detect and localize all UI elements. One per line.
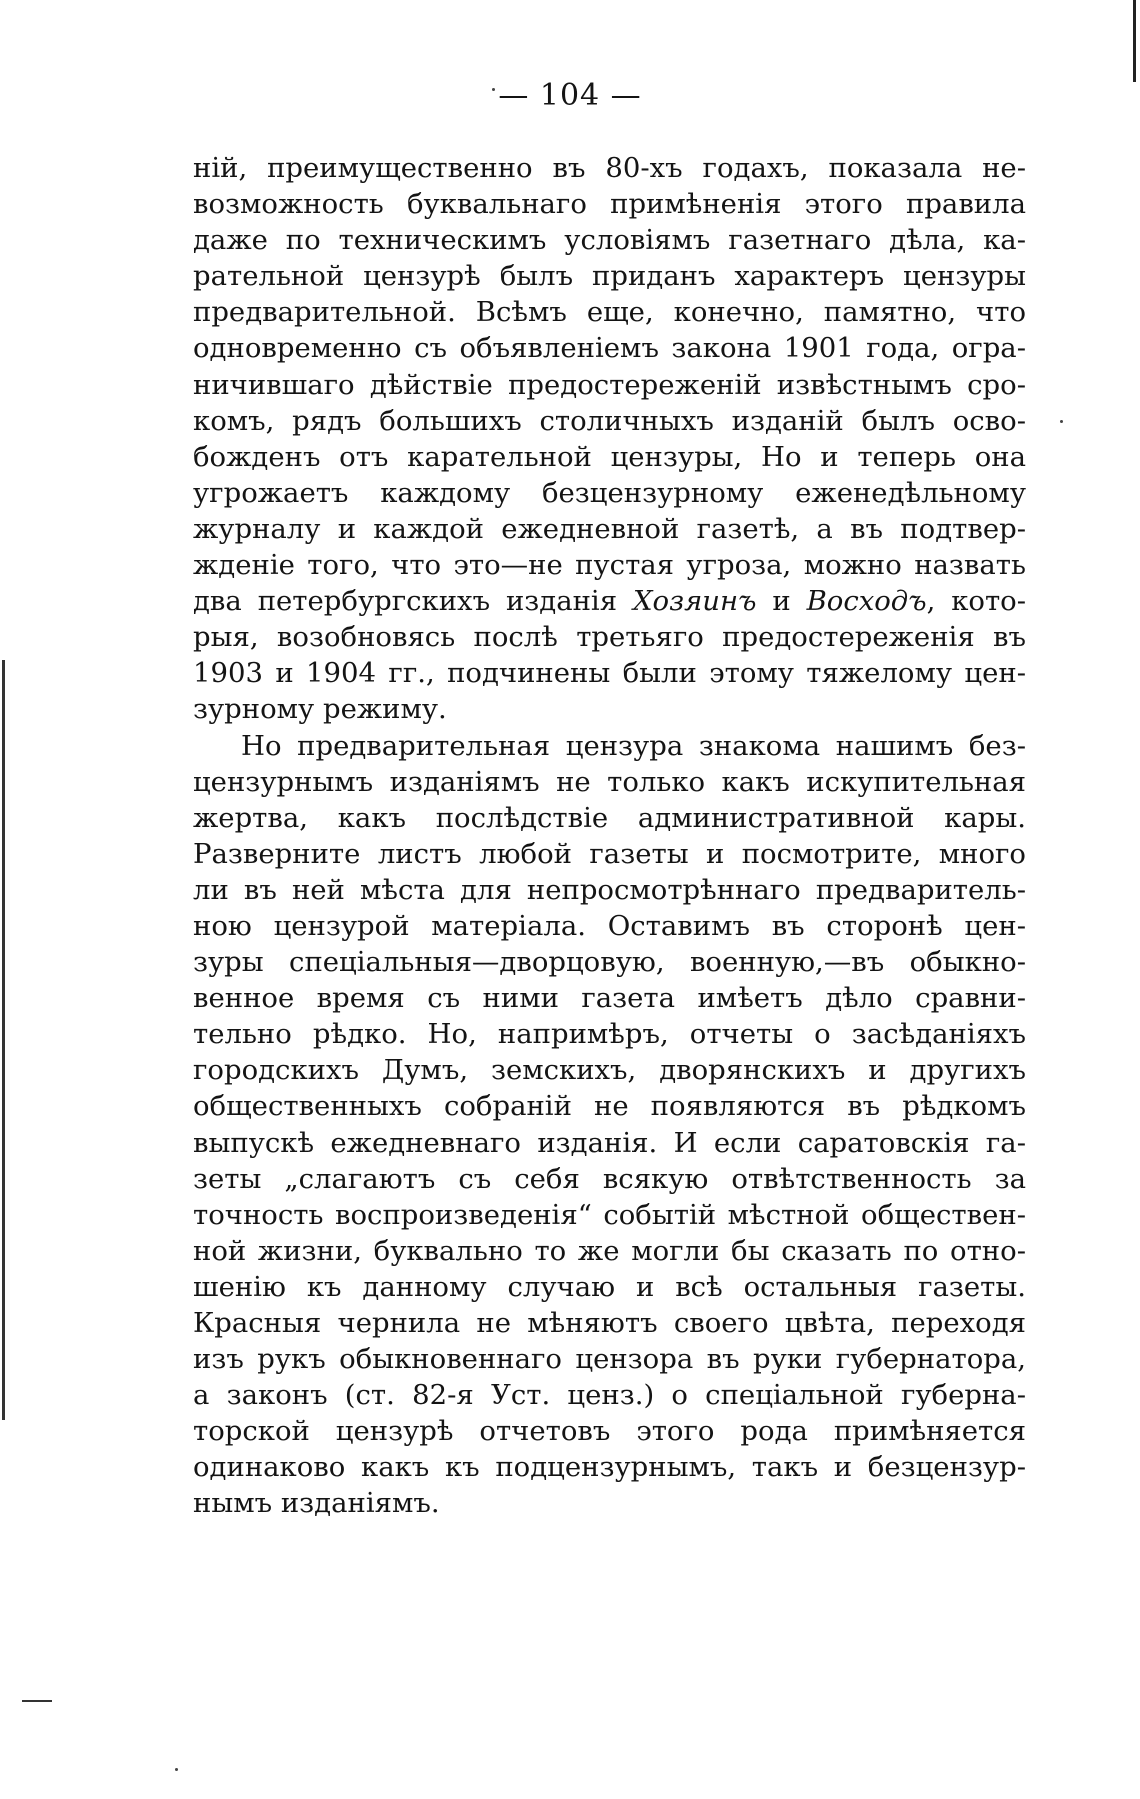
text-line: городскихъ Думъ, земскихъ, дворянскихъ и другихъ [193, 1054, 1026, 1087]
text-line: нымъ изданіямъ. [193, 1487, 440, 1520]
text-line: жденіе того, что это—не пустая угроза, можно назвать [193, 549, 1026, 582]
text-line: одновременно съ объявленіемъ закона 1901 года, огра- [193, 332, 1026, 365]
text-line: зурному режиму. [193, 693, 447, 726]
periodical-title: Восходъ [806, 585, 927, 618]
text-line: Но предварительная цензура знакома нашимъ без- [241, 729, 1026, 762]
text-line-with-titles [193, 583, 1026, 619]
text-line: угрожаетъ каждому безцензурному еженедѣльному [193, 476, 1026, 509]
text-line: жертва, какъ послѣдствіе административной кары. [193, 801, 1026, 834]
text-line: комъ, рядъ большихъ столичныхъ изданій былъ осво- [193, 404, 1026, 437]
text-line: изъ рукъ обыкновеннаго цензора въ руки губернатора, [193, 1343, 1026, 1376]
text-fragment: два петербургскихъ изданія [193, 585, 633, 618]
scan-artifact-dot [1060, 420, 1063, 423]
text-line: шенію къ данному случаю и всѣ остальныя газеты. [193, 1270, 1026, 1303]
text-line: выпускѣ ежедневнаго изданія. И если саратовскія га- [193, 1126, 1026, 1159]
text-line: зеты „слагаютъ съ себя всякую отвѣтственность за [193, 1162, 1026, 1195]
text-line: предварительной. Всѣмъ еще, конечно, памятно, что [193, 296, 1026, 329]
page-number: — 104 — [498, 78, 642, 113]
text-fragment: , кото- [926, 585, 1027, 618]
text-line: венное время съ ними газета имѣетъ дѣло сравни- [193, 982, 1026, 1015]
text-line: одинаково какъ къ подцензурнымъ, такъ и безцензур- [193, 1451, 1026, 1484]
text-line: 1903 и 1904 гг., подчинены были этому тяжелому цен- [193, 657, 1026, 690]
text-line: возможность буквальнаго примѣненія этого правила [193, 188, 1026, 221]
text-fragment: и [756, 585, 807, 618]
text-line: журналу и каждой ежедневной газетѣ, а въ подтвер- [193, 512, 1026, 545]
text-line: Разверните листъ любой газеты и посмотрите, много [193, 837, 1026, 870]
text-line: ною цензурой матеріала. Оставимъ въ сторонѣ цен- [193, 909, 1026, 942]
scan-edge-mark [1133, 0, 1136, 82]
text-line: точность воспроизведенія“ событій мѣстной обществен- [193, 1198, 1026, 1231]
text-line: торской цензурѣ отчетовъ этого рода примѣняется [193, 1415, 1026, 1448]
scan-artifact-dot [175, 1768, 178, 1771]
scan-binding-mark [2, 660, 5, 1420]
text-line: а законъ (ст. 82-я Уст. ценз.) о спеціальной губерна- [193, 1379, 1026, 1412]
text-line: цензурнымъ изданіямъ не только какъ искупительная [193, 765, 1026, 798]
text-line: ній, преимущественно въ 80-хъ годахъ, показала не- [193, 152, 1026, 184]
text-line: божденъ отъ карательной цензуры, Но и теперь она [193, 440, 1026, 473]
text-line: даже по техническимъ условіямъ газетнаго дѣла, ка- [193, 224, 1026, 257]
text-line: тельно рѣдко. Но, напримѣръ, отчеты о засѣданіяхъ [193, 1018, 1026, 1051]
text-line: ной жизни, буквально то же могли бы сказать по отно- [193, 1234, 1026, 1267]
text-line: рательной цензурѣ былъ приданъ характеръ цензуры [193, 260, 1026, 293]
periodical-title: Хозяинъ [632, 585, 757, 618]
body-text [193, 150, 1026, 1522]
scan-artifact-dash [22, 1700, 52, 1702]
text-line: ничившаго дѣйствіе предостереженій извѣстнымъ сро- [193, 368, 1026, 401]
text-line: ли въ ней мѣста для непросмотрѣннаго предваритель- [193, 873, 1026, 906]
text-line: рыя, возобновясь послѣ третьяго предостереженія въ [193, 621, 1026, 654]
text-line: Красныя чернила не мѣняютъ своего цвѣта, переходя [193, 1307, 1026, 1339]
text-line: общественныхъ собраній не появляются въ рѣдкомъ [193, 1090, 1026, 1123]
text-line: зуры спеціальныя—дворцовую, военную,—въ обыкно- [193, 946, 1026, 979]
